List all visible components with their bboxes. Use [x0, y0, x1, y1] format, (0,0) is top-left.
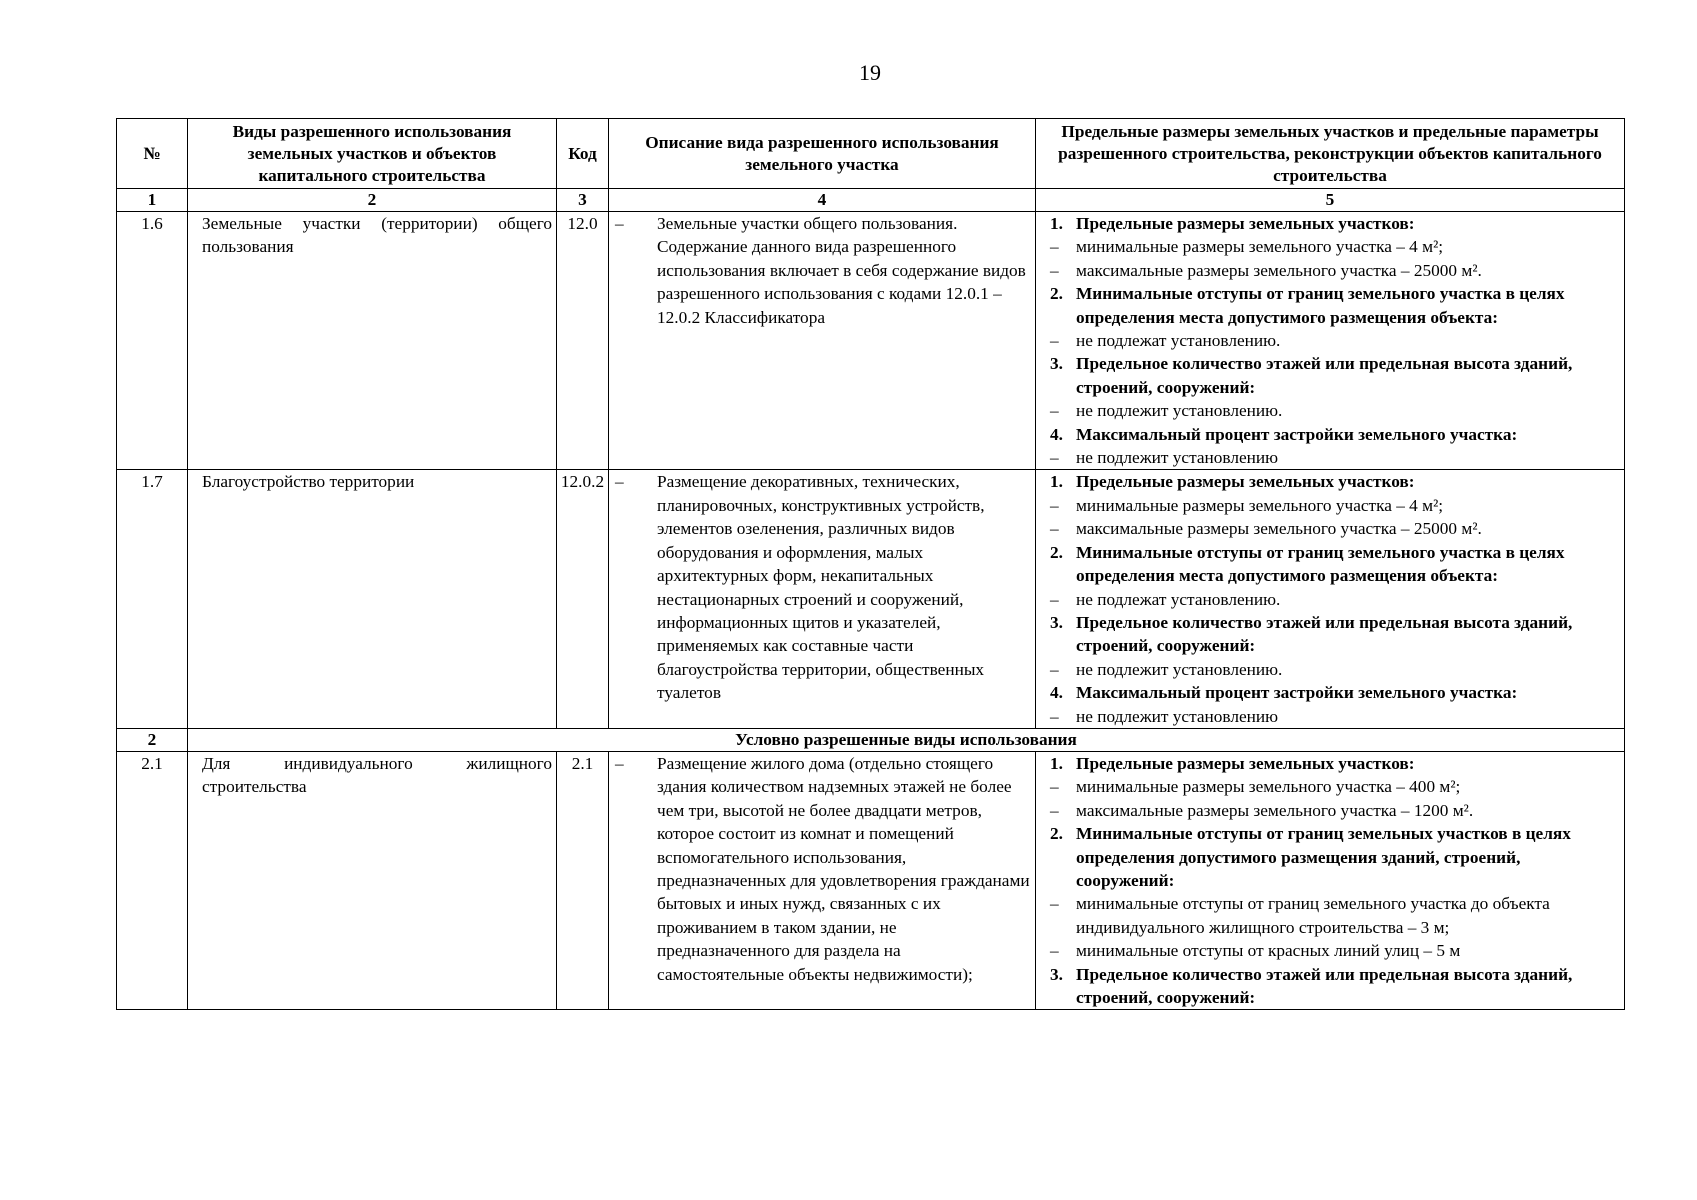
param-marker: – — [1050, 519, 1059, 539]
param-heading — [1040, 681, 1620, 704]
column-number: 1 — [117, 189, 188, 212]
params-list — [1040, 212, 1620, 469]
row-params — [1036, 751, 1625, 1009]
row-name: Благоустройство территории — [188, 470, 557, 728]
param-item — [1040, 658, 1620, 681]
param-heading — [1040, 611, 1620, 658]
row-number: 1.6 — [117, 212, 188, 470]
param-text: Предельное количество этажей или предельная высота зданий, строений, сооружений: — [1076, 354, 1573, 397]
table-row — [117, 470, 1625, 728]
table-header-row — [117, 119, 1625, 189]
param-item — [1040, 399, 1620, 422]
param-text: Максимальный процент застройки земельного участка: — [1076, 683, 1518, 703]
row-number: 1.7 — [117, 470, 188, 728]
param-text: Минимальные отступы от границ земельного участка в целях определения места допустимого размещения объекта: — [1076, 284, 1565, 327]
param-text: Предельные размеры земельных участков: — [1076, 472, 1415, 492]
param-marker: – — [1050, 777, 1059, 797]
param-marker: 4. — [1050, 683, 1063, 703]
param-text: минимальные размеры земельного участка – 4 м²; — [1076, 237, 1444, 257]
header-params: Предельные размеры земельных участков и предельные параметры разрешенного строительства, реконструкции объектов капитального строительства — [1036, 119, 1625, 189]
params-list — [1040, 752, 1620, 1009]
row-code: 2.1 — [557, 751, 609, 1009]
param-text: Предельное количество этажей или предельная высота зданий, строений, сооружений: — [1076, 964, 1573, 1007]
param-marker: – — [1050, 589, 1059, 609]
param-text: Минимальные отступы от границ земельных участков в целях определения допустимого размещения зданий, строений, сооружений: — [1076, 824, 1571, 890]
row-description — [609, 751, 1036, 1009]
param-marker: 3. — [1050, 612, 1063, 632]
param-text: Максимальный процент застройки земельного участка: — [1076, 424, 1518, 444]
section-number: 2 — [117, 728, 188, 751]
param-text: минимальные размеры земельного участка – 4 м²; — [1076, 495, 1444, 515]
param-text: не подлежит установлению — [1076, 706, 1279, 726]
param-marker: – — [1050, 706, 1059, 726]
row-description — [609, 470, 1036, 728]
param-item — [1040, 446, 1620, 469]
param-text: максимальные размеры земельного участка – 25000 м². — [1076, 260, 1482, 280]
param-text: максимальные размеры земельного участка – 25000 м². — [1076, 519, 1482, 539]
param-text: минимальные размеры земельного участка – 400 м²; — [1076, 777, 1461, 797]
column-number: 3 — [557, 189, 609, 212]
column-number: 2 — [188, 189, 557, 212]
row-code: 12.0.2 — [557, 470, 609, 728]
param-item — [1040, 799, 1620, 822]
param-marker: – — [1050, 331, 1059, 351]
description-text: – Земельные участки общего пользования. Содержание данного вида разрешенного использования включает в себя содержание видов разрешенного использования с кодами 12.0.1 – 12.0.2 Классификатора — [613, 212, 1031, 329]
param-heading — [1040, 822, 1620, 892]
param-marker: 3. — [1050, 354, 1063, 374]
param-text: минимальные отступы от границ земельного участка до объекта индивидуального жилищного строительства – 3 м; — [1076, 894, 1550, 937]
param-text: минимальные отступы от красных линий улиц – 5 м — [1076, 941, 1461, 961]
page-number: 19 — [859, 60, 881, 85]
param-item — [1040, 494, 1620, 517]
table-row — [117, 212, 1625, 470]
param-text: не подлежит установлению — [1076, 448, 1279, 468]
param-item — [1040, 259, 1620, 282]
param-text: максимальные размеры земельного участка – 1200 м². — [1076, 800, 1474, 820]
param-item — [1040, 775, 1620, 798]
param-marker: – — [1050, 941, 1059, 961]
param-marker: 3. — [1050, 964, 1063, 984]
param-item — [1040, 235, 1620, 258]
param-marker: – — [1050, 495, 1059, 515]
param-heading — [1040, 541, 1620, 588]
param-marker: 1. — [1050, 214, 1063, 233]
row-params — [1036, 470, 1625, 728]
param-text: Предельное количество этажей или предельная высота зданий, строений, сооружений: — [1076, 612, 1573, 656]
param-item — [1040, 892, 1620, 939]
param-heading — [1040, 963, 1620, 1010]
header-description: Описание вида разрешенного использования земельного участка — [609, 119, 1036, 189]
row-number: 2.1 — [117, 751, 188, 1009]
param-marker: – — [1050, 800, 1059, 820]
row-name-text: Для индивидуального жилищного строительства — [202, 753, 552, 797]
param-marker: – — [1050, 401, 1059, 421]
table-row — [117, 751, 1625, 1009]
row-code: 12.0 — [557, 212, 609, 470]
param-text: не подлежит установлению. — [1076, 401, 1283, 421]
description-text: – Размещение жилого дома (отдельно стоящего здания количеством надземных этажей не более чем три, высотой не более двадцати метров, которое состоит из комнат и помещений вспомогательного использования, предназначенных для удовлетворения гражданами бытовых и иных нужд, связанных с их проживанием в таком здании, не предназначенного для раздела на самостоятельные объекты недвижимости); — [613, 752, 1031, 986]
param-item — [1040, 329, 1620, 352]
params-list — [1040, 470, 1620, 727]
param-text: Минимальные отступы от границ земельного участка в целях определения места допустимого размещения объекта: — [1076, 542, 1565, 586]
param-marker: – — [1050, 237, 1059, 257]
header-code: Код — [557, 119, 609, 189]
section-row — [117, 728, 1625, 751]
param-text: не подлежит установлению. — [1076, 659, 1283, 679]
param-heading — [1040, 423, 1620, 446]
param-text: не подлежат установлению. — [1076, 589, 1281, 609]
param-text: Предельные размеры земельных участков: — [1076, 753, 1415, 773]
param-text: Предельные размеры земельных участков: — [1076, 214, 1415, 233]
row-name-text: Земельные участки (территории) общего пользования — [202, 214, 552, 257]
param-item — [1040, 939, 1620, 962]
param-marker: – — [1050, 894, 1059, 914]
param-item — [1040, 517, 1620, 540]
param-heading — [1040, 352, 1620, 399]
param-marker: – — [1050, 260, 1059, 280]
param-heading — [1040, 752, 1620, 775]
row-name — [188, 751, 557, 1009]
section-title: Условно разрешенные виды использования — [188, 728, 1625, 751]
land-use-table — [116, 118, 1625, 1010]
row-name — [188, 212, 557, 470]
param-heading — [1040, 470, 1620, 493]
param-marker: 1. — [1050, 472, 1063, 492]
row-description — [609, 212, 1036, 470]
column-number-row — [117, 189, 1625, 212]
param-marker: 2. — [1050, 824, 1063, 844]
param-marker: 2. — [1050, 284, 1063, 304]
param-marker: 4. — [1050, 424, 1063, 444]
description-text: – Размещение декоративных, технических, планировочных, конструктивных устройств, элементов озеленения, различных видов оборудования и оформления, малых архитектурных форм, некапитальных нестационарных строений и сооружений, информационных щитов и указателей, применяемых как составные части благоустройства территории, общественных туалетов — [613, 470, 1031, 704]
header-type: Виды разрешенного использования земельных участков и объектов капитального строительства — [188, 119, 557, 189]
param-text: не подлежат установлению. — [1076, 331, 1281, 351]
param-heading — [1040, 282, 1620, 329]
param-marker: 2. — [1050, 542, 1063, 562]
param-marker: – — [1050, 659, 1059, 679]
param-item — [1040, 588, 1620, 611]
column-number: 4 — [609, 189, 1036, 212]
param-heading — [1040, 212, 1620, 235]
param-marker: 1. — [1050, 753, 1063, 773]
header-no: № — [117, 119, 188, 189]
param-item — [1040, 705, 1620, 728]
column-number: 5 — [1036, 189, 1625, 212]
param-marker: – — [1050, 448, 1059, 468]
row-params — [1036, 212, 1625, 470]
